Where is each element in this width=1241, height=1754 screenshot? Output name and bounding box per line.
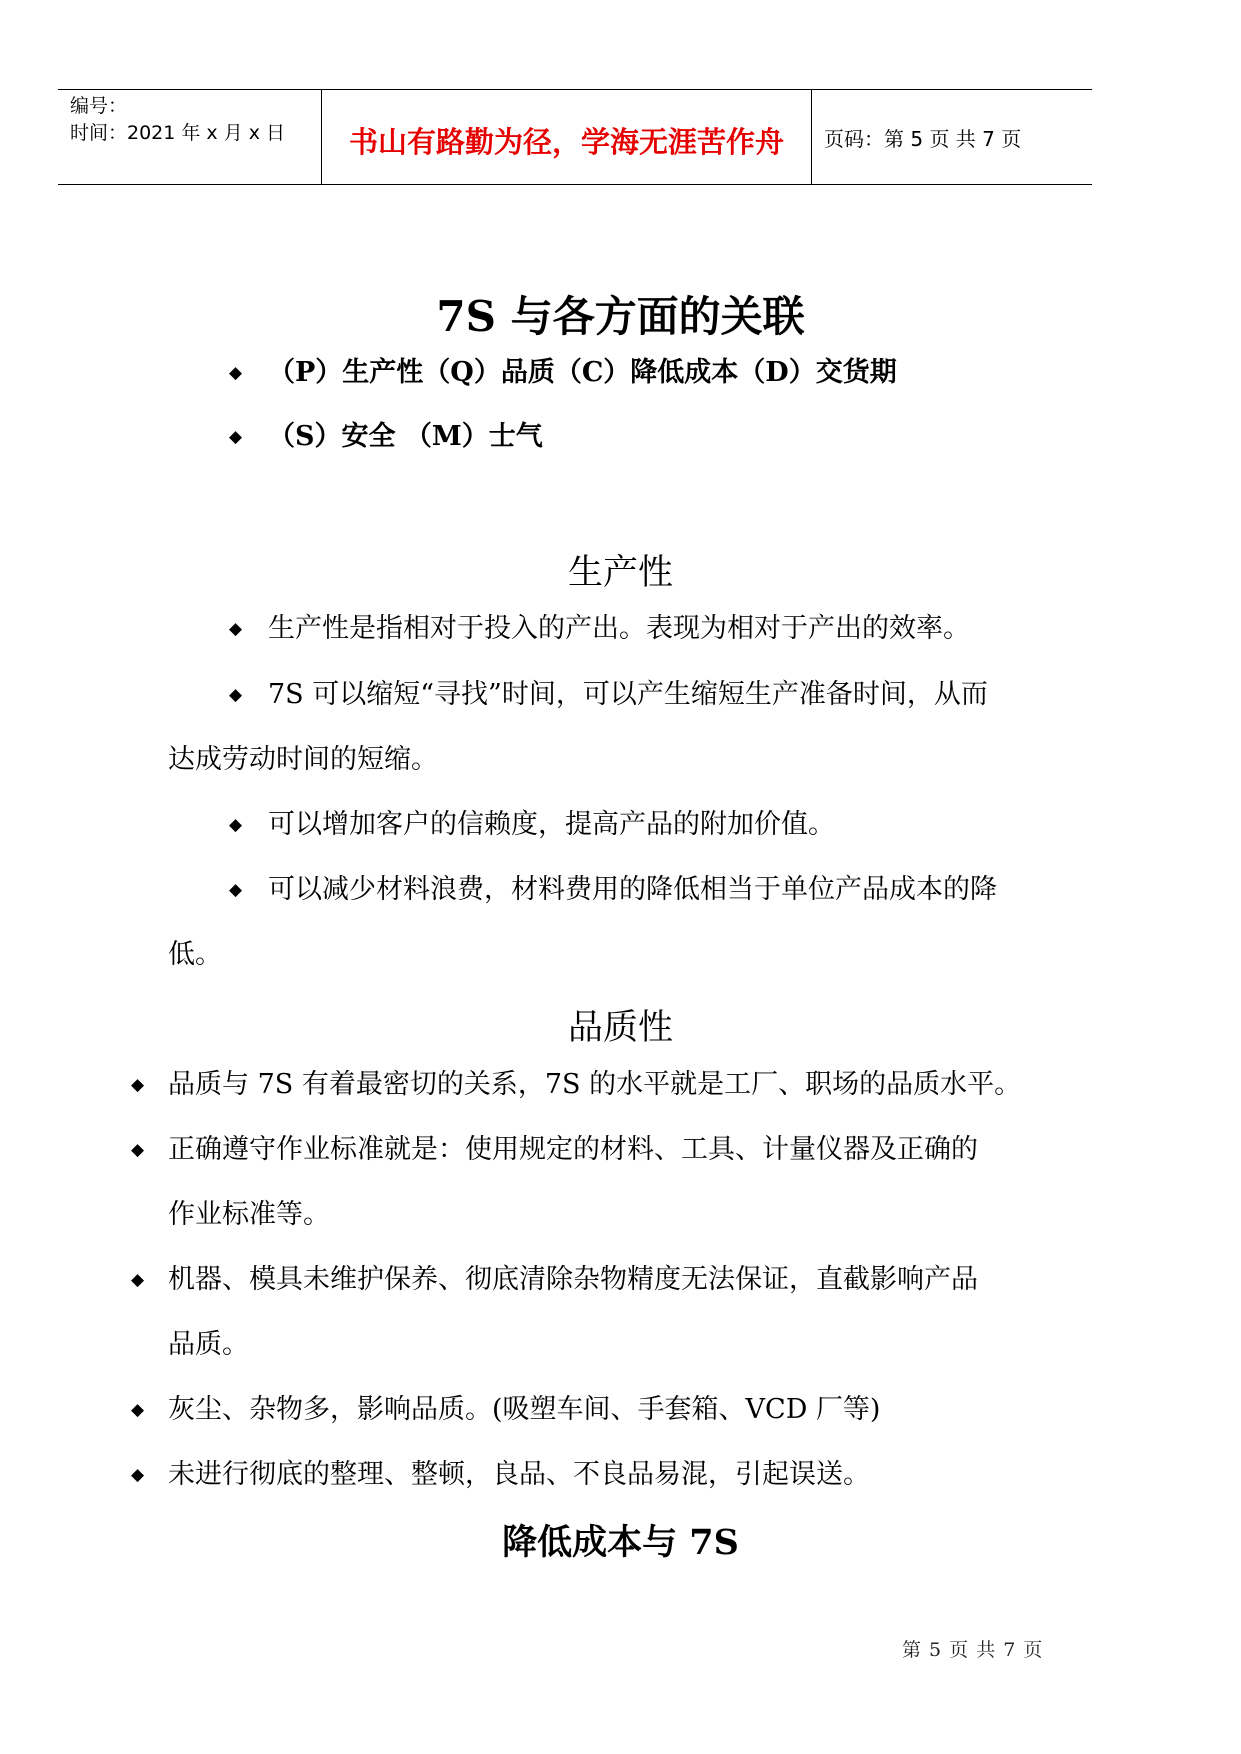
quality-paragraph-2a: 正确遵守作业标准就是：使用规定的材料、工具、计量仪器及正确的 [168,1134,978,1165]
productivity-paragraph-2b: 达成劳动时间的短缩。 [168,744,438,775]
diamond-bullet-icon: ◆ [229,427,243,447]
section-heading-cost: 降低成本与 7S [502,1522,739,1563]
productivity-paragraph-1: 生产性是指相对于投入的产出。表现为相对于产出的效率。 [268,613,970,644]
diamond-bullet-icon: ◆ [131,1465,145,1485]
productivity-paragraph-2a: 7S 可以缩短“寻找”时间，可以产生缩短生产准备时间，从而 [268,679,988,710]
motto-text: 书山有路勤为径，学海无涯苦作舟 [348,125,784,159]
page-code: 页码：第 5 页 共 7 页 [824,127,1022,151]
diamond-bullet-icon: ◆ [229,619,243,639]
page-title: 7S 与各方面的关联 [436,292,805,341]
quality-paragraph-5: 未进行彻底的整理、整顿，良品、不良品易混，引起误送。 [168,1459,870,1490]
serial-number-label: 编号： [70,95,128,117]
section-heading-productivity: 生产性 [567,553,673,593]
header-motto-cell [321,90,812,184]
diamond-bullet-icon: ◆ [131,1400,145,1420]
diamond-bullet-icon: ◆ [131,1270,145,1290]
intro-line-2: （S）安全 （M）士气 [268,421,543,452]
page-footer: 第 5 页 共 7 页 [902,1639,1044,1661]
section-heading-quality: 品质性 [567,1008,673,1048]
productivity-paragraph-4b: 低。 [168,939,222,970]
quality-paragraph-2b: 作业标准等。 [168,1199,330,1230]
header-meta-cell [58,90,321,184]
quality-paragraph-4: 灰尘、杂物多，影响品质。(吸塑车间、手套箱、VCD 厂等) [168,1394,881,1425]
diamond-bullet-icon: ◆ [131,1075,145,1095]
diamond-bullet-icon: ◆ [229,880,243,900]
diamond-bullet-icon: ◆ [131,1140,145,1160]
quality-paragraph-3a: 机器、模具未维护保养、彻底清除杂物精度无法保证，直截影响产品 [168,1264,978,1295]
diamond-bullet-icon: ◆ [229,815,243,835]
document-header [58,89,1092,185]
productivity-paragraph-4a: 可以减少材料浪费，材料费用的降低相当于单位产品成本的降 [268,874,997,905]
time-label: 时间：2021 年 x 月 x 日 [70,122,286,144]
quality-paragraph-3b: 品质。 [168,1329,249,1360]
header-page-cell [812,90,1092,184]
diamond-bullet-icon: ◆ [229,685,243,705]
productivity-paragraph-3: 可以增加客户的信赖度，提高产品的附加价值。 [268,809,835,840]
intro-line-1: （P）生产性（Q）品质（C）降低成本（D）交货期 [268,357,897,388]
diamond-bullet-icon: ◆ [229,363,243,383]
quality-paragraph-1: 品质与 7S 有着最密切的关系，7S 的水平就是工厂、职场的品质水平。 [168,1069,1022,1100]
